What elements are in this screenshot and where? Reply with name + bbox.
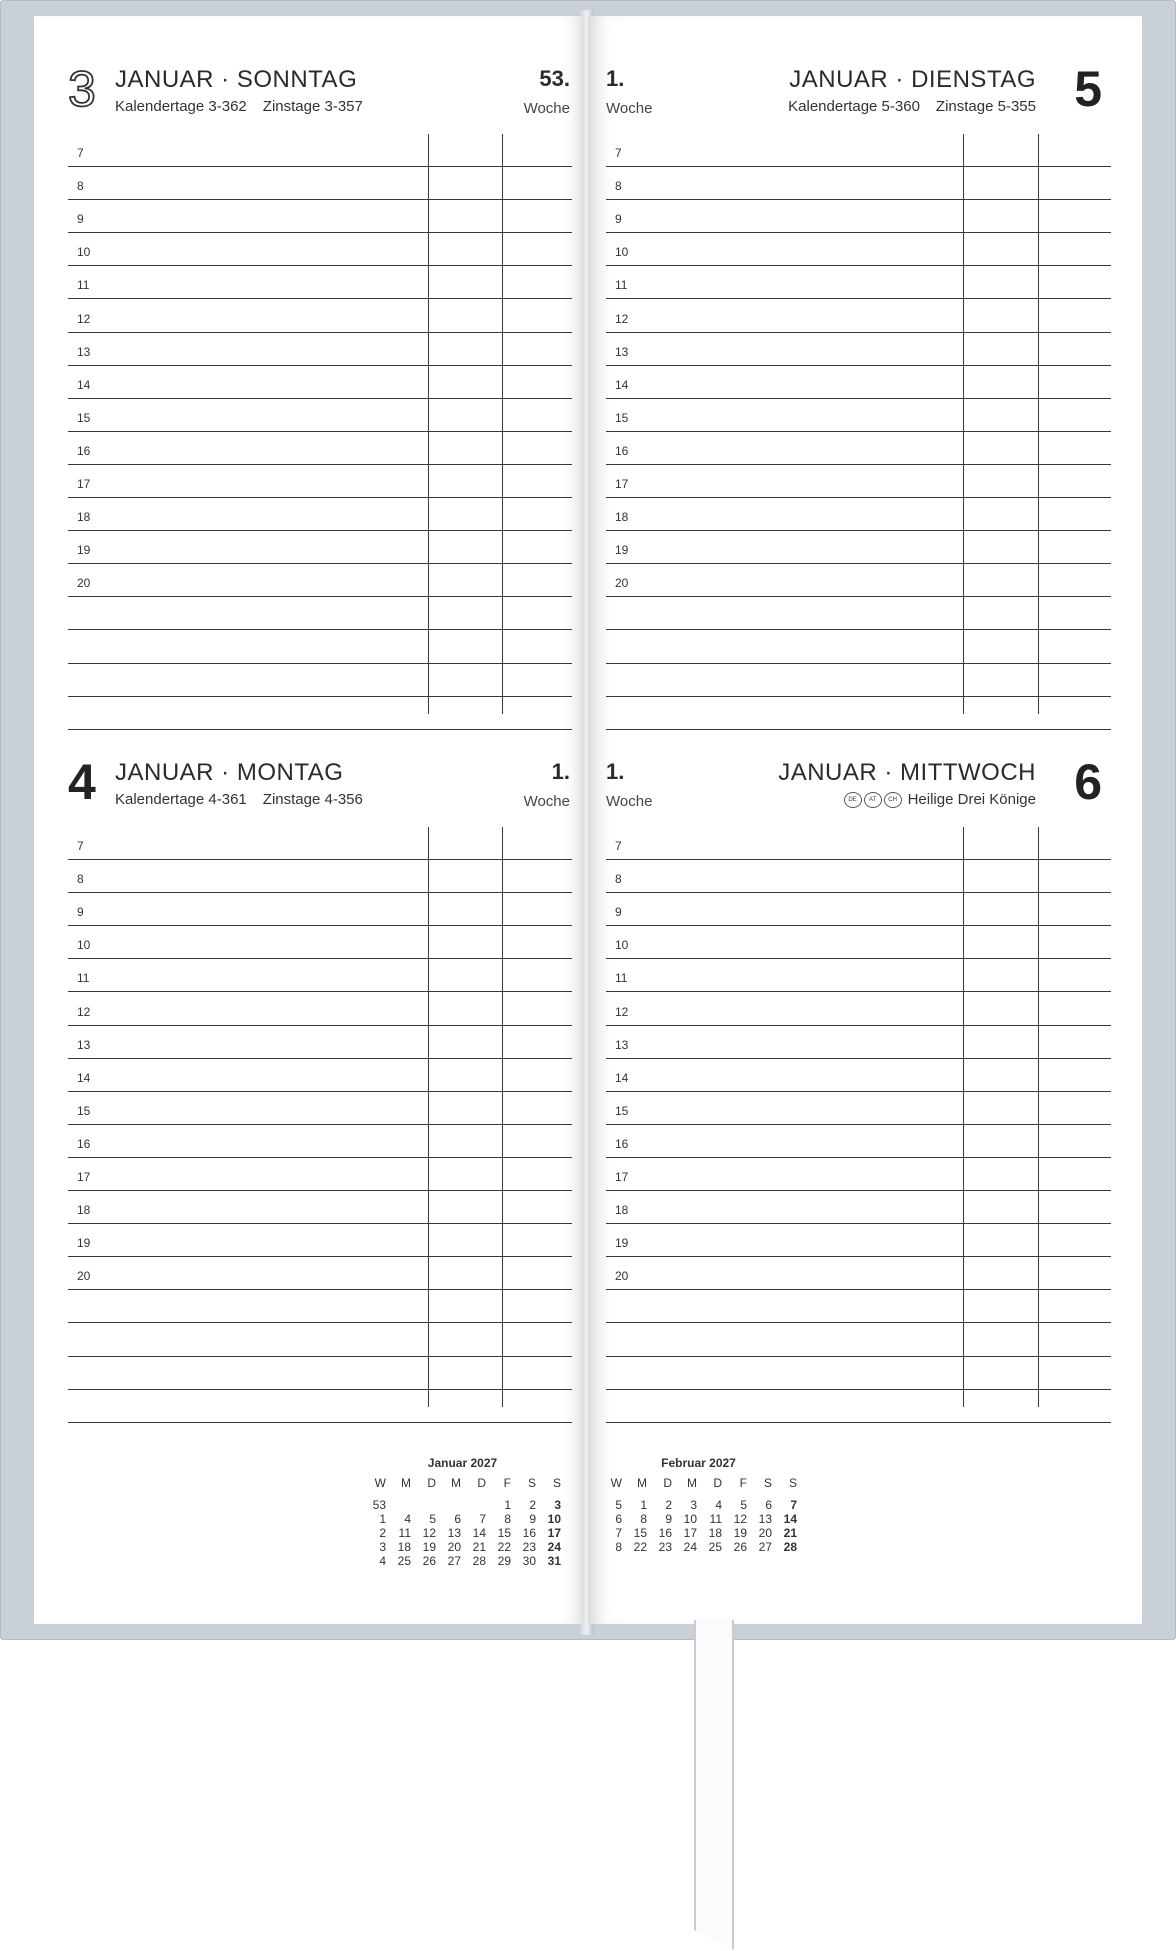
hour-row[interactable] [68, 1224, 572, 1257]
hour-label: 14 [77, 1070, 91, 1085]
hour-label: 19 [615, 543, 629, 558]
mini-calendar-table [364, 1476, 561, 1568]
hour-row[interactable] [606, 827, 1111, 860]
hour-label: 9 [77, 212, 84, 227]
zinstage-label: Zinstage 3-357 [262, 98, 363, 115]
hour-row[interactable] [68, 1026, 572, 1059]
hour-label: 11 [615, 971, 628, 986]
week-number-cell: 1 [379, 1512, 386, 1526]
date-cell: 20 [758, 1526, 772, 1540]
country-badge-at-icon: AT [864, 792, 882, 808]
day-counters [115, 98, 363, 115]
holiday-name: Heilige Drei Könige [907, 791, 1036, 808]
hour-label: 20 [77, 576, 91, 591]
holiday-line [844, 791, 1036, 808]
week-number-cell: 3 [379, 1540, 386, 1554]
hour-row[interactable] [606, 926, 1111, 959]
date-cell: 23 [658, 1540, 672, 1554]
hour-row[interactable] [68, 1390, 572, 1423]
date-cell: 19 [733, 1526, 747, 1540]
hour-row[interactable] [606, 432, 1111, 465]
date-cell: 13 [758, 1512, 772, 1526]
weekday-header: D [427, 1476, 436, 1490]
hour-row[interactable] [68, 498, 572, 531]
hour-row[interactable] [68, 597, 572, 630]
date-cell: 18 [708, 1526, 722, 1540]
date-cell: 21 [783, 1526, 797, 1540]
hour-row[interactable] [68, 926, 572, 959]
hour-row[interactable] [606, 233, 1111, 266]
date-cell: 3 [690, 1498, 697, 1512]
hour-row[interactable] [606, 1290, 1111, 1323]
kalendertage-label: Kalendertage 5-360 [788, 98, 920, 115]
mini-calendar-january [364, 1456, 561, 1568]
date-cell: 18 [397, 1540, 411, 1554]
week-number: 1. [606, 759, 625, 784]
hour-label: 9 [615, 905, 622, 920]
day-number: 6 [1074, 754, 1102, 810]
day-section-jan-4 [34, 709, 582, 1409]
date-cell: 12 [733, 1512, 747, 1526]
hour-label: 17 [615, 477, 629, 492]
hour-row[interactable] [68, 200, 572, 233]
hour-label: 10 [77, 245, 91, 260]
date-cell: 24 [547, 1540, 561, 1554]
week-label: Woche [606, 793, 653, 810]
hour-label: 11 [77, 971, 90, 986]
hour-row[interactable] [606, 959, 1111, 992]
hour-row[interactable] [606, 1092, 1111, 1125]
hour-row[interactable] [68, 134, 572, 167]
weekday-header: S [763, 1476, 772, 1490]
date-cell: 4 [404, 1512, 411, 1526]
hour-row[interactable] [68, 299, 572, 332]
day-number: 5 [1074, 61, 1102, 117]
hour-label: 7 [77, 146, 84, 161]
zinstage-label: Zinstage 4-356 [262, 791, 363, 808]
date-cell: 28 [472, 1554, 486, 1568]
week-number-cell: 8 [615, 1540, 622, 1554]
date-cell: 15 [497, 1526, 511, 1540]
hour-grid[interactable] [68, 827, 572, 1425]
date-cell: 11 [398, 1526, 411, 1540]
day-title: JANUAR · MITTWOCH [778, 759, 1036, 786]
hour-label: 12 [77, 311, 91, 326]
date-cell: 25 [708, 1540, 722, 1554]
kalendertage-label: Kalendertage 3-362 [115, 98, 247, 115]
hour-row[interactable] [606, 465, 1111, 498]
hour-label: 20 [615, 1269, 629, 1284]
day-counters [788, 98, 1036, 115]
hour-row[interactable] [68, 1357, 572, 1390]
hour-row[interactable] [606, 992, 1111, 1025]
date-cell: 22 [633, 1540, 647, 1554]
day-title: JANUAR · MONTAG [115, 759, 344, 786]
weekday-header: D [713, 1476, 722, 1490]
date-cell [411, 1498, 436, 1512]
date-cell: 17 [547, 1526, 561, 1540]
hour-label: 12 [615, 311, 629, 326]
date-cell: 26 [733, 1540, 747, 1554]
hour-row[interactable] [606, 1357, 1111, 1390]
date-cell: 8 [504, 1512, 511, 1526]
hour-label: 19 [77, 543, 91, 558]
hour-label: 15 [615, 410, 629, 425]
weekday-header: S [527, 1476, 536, 1490]
hour-label: 14 [77, 377, 91, 392]
hour-label: 18 [77, 510, 91, 525]
hour-label: 16 [615, 1136, 629, 1151]
date-cell: 20 [447, 1540, 461, 1554]
hour-label: 12 [615, 1004, 629, 1019]
hour-label: 17 [77, 1170, 91, 1185]
hour-label: 7 [615, 839, 622, 854]
hour-row[interactable] [68, 1191, 572, 1224]
hour-label: 8 [77, 179, 84, 194]
hour-label: 18 [77, 1203, 91, 1218]
date-cell: 9 [529, 1512, 536, 1526]
hour-row[interactable] [606, 266, 1111, 299]
hour-row[interactable] [68, 531, 572, 564]
week-number-cell: 4 [379, 1554, 386, 1568]
hour-label: 14 [615, 1070, 629, 1085]
date-cell: 21 [472, 1540, 486, 1554]
hour-row[interactable] [606, 498, 1111, 531]
hour-label: 17 [615, 1170, 629, 1185]
day-title: JANUAR · SONNTAG [115, 66, 358, 93]
date-cell: 9 [665, 1512, 672, 1526]
hour-row[interactable] [606, 200, 1111, 233]
hour-row[interactable] [68, 465, 572, 498]
date-cell: 2 [529, 1498, 536, 1512]
weekday-header: F [739, 1476, 747, 1490]
hour-row[interactable] [606, 564, 1111, 597]
date-cell: 14 [783, 1512, 797, 1526]
week-label: Woche [523, 793, 570, 810]
date-cell: 14 [472, 1526, 486, 1540]
weekday-header: F [503, 1476, 511, 1490]
day-number: 3 [68, 61, 96, 117]
hour-label: 19 [77, 1236, 91, 1251]
hour-row[interactable] [68, 432, 572, 465]
weekday-header: M [637, 1476, 647, 1490]
hour-label: 15 [77, 410, 91, 425]
hour-row[interactable] [606, 333, 1111, 366]
hour-row[interactable] [606, 1390, 1111, 1423]
hour-label: 10 [615, 938, 629, 953]
hour-label: 12 [77, 1004, 91, 1019]
week-label: Woche [606, 100, 653, 117]
hour-label: 17 [77, 477, 91, 492]
hour-label: 9 [615, 212, 622, 227]
date-cell: 4 [715, 1498, 722, 1512]
hour-label: 8 [615, 179, 622, 194]
date-cell: 25 [397, 1554, 411, 1568]
hour-grid[interactable] [606, 827, 1111, 1425]
hour-row[interactable] [68, 1125, 572, 1158]
date-cell: 16 [658, 1526, 672, 1540]
hour-row[interactable] [68, 564, 572, 597]
hour-row[interactable] [68, 860, 572, 893]
hour-row[interactable] [68, 233, 572, 266]
hour-row[interactable] [606, 1224, 1111, 1257]
date-cell: 1 [504, 1498, 511, 1512]
date-cell [436, 1498, 461, 1512]
hour-row[interactable] [606, 1191, 1111, 1224]
week-number-cell: 53 [372, 1498, 386, 1512]
week-number: 1. [606, 66, 625, 91]
hour-row[interactable] [68, 664, 572, 697]
date-cell: 15 [633, 1526, 647, 1540]
hour-row[interactable] [68, 333, 572, 366]
hour-row[interactable] [68, 630, 572, 663]
date-cell [461, 1498, 486, 1512]
hour-label: 15 [615, 1103, 629, 1118]
hour-row[interactable] [606, 1158, 1111, 1191]
date-cell: 30 [522, 1554, 536, 1568]
hour-row[interactable] [606, 1026, 1111, 1059]
weekday-header: W [610, 1476, 622, 1490]
hour-label: 11 [615, 278, 628, 293]
date-cell: 17 [683, 1526, 697, 1540]
day-counters [115, 791, 363, 808]
hour-row[interactable] [68, 992, 572, 1025]
hour-label: 19 [615, 1236, 629, 1251]
hour-row[interactable] [68, 827, 572, 860]
hour-row[interactable] [68, 366, 572, 399]
weekday-header: S [552, 1476, 561, 1490]
hour-row[interactable] [68, 1059, 572, 1092]
day-section-jan-6 [588, 709, 1142, 1409]
date-cell: 10 [683, 1512, 697, 1526]
hour-row[interactable] [68, 1290, 572, 1323]
hour-row[interactable] [606, 860, 1111, 893]
weekday-header: D [477, 1476, 486, 1490]
hour-label: 13 [615, 1037, 629, 1052]
hour-label: 15 [77, 1103, 91, 1118]
date-cell: 27 [758, 1540, 772, 1554]
day-section-jan-3 [34, 16, 582, 716]
hour-label: 10 [615, 245, 629, 260]
hour-row[interactable] [606, 399, 1111, 432]
hour-row[interactable] [606, 366, 1111, 399]
hour-row[interactable] [606, 893, 1111, 926]
day-number: 4 [68, 754, 96, 810]
day-title: JANUAR · DIENSTAG [789, 66, 1036, 93]
hour-row[interactable] [606, 630, 1111, 663]
weekday-header: W [374, 1476, 386, 1490]
hour-label: 16 [615, 443, 629, 458]
date-cell: 19 [422, 1540, 436, 1554]
hour-label: 8 [77, 872, 84, 887]
date-cell: 7 [790, 1498, 797, 1512]
week-number: 1. [551, 759, 570, 784]
week-number-cell: 6 [615, 1512, 622, 1526]
weekday-header: D [663, 1476, 672, 1490]
date-cell: 22 [497, 1540, 511, 1554]
hour-label: 13 [615, 344, 629, 359]
mini-calendar-title: Februar 2027 [661, 1456, 736, 1470]
bookmark-ribbon[interactable] [694, 1620, 734, 1950]
week-number-cell: 5 [615, 1498, 622, 1512]
week-number-cell: 7 [615, 1526, 622, 1540]
hour-row[interactable] [68, 399, 572, 432]
date-cell: 5 [429, 1512, 436, 1526]
hour-label: 16 [77, 443, 91, 458]
hour-label: 10 [77, 938, 91, 953]
country-badge-ch-icon: CH [884, 792, 902, 808]
hour-grid[interactable] [68, 134, 572, 732]
day-section-jan-5 [588, 16, 1142, 716]
hour-label: 13 [77, 344, 91, 359]
date-cell: 24 [683, 1540, 697, 1554]
date-cell: 12 [422, 1526, 436, 1540]
date-cell: 11 [709, 1512, 722, 1526]
hour-row[interactable] [68, 1092, 572, 1125]
date-cell: 29 [497, 1554, 511, 1568]
weekday-header: M [451, 1476, 461, 1490]
hour-label: 11 [77, 278, 90, 293]
weekday-header: M [687, 1476, 697, 1490]
date-cell: 23 [522, 1540, 536, 1554]
hour-row[interactable] [68, 266, 572, 299]
hour-label: 18 [615, 510, 629, 525]
hour-label: 9 [77, 905, 84, 920]
kalendertage-label: Kalendertage 4-361 [115, 791, 247, 808]
hour-row[interactable] [606, 167, 1111, 200]
date-cell: 10 [547, 1512, 561, 1526]
date-cell [386, 1498, 411, 1512]
hour-row[interactable] [606, 664, 1111, 697]
date-cell: 8 [640, 1512, 647, 1526]
hour-row[interactable] [68, 959, 572, 992]
date-cell: 27 [447, 1554, 461, 1568]
country-badge-de-icon: DE [844, 792, 862, 808]
date-cell: 3 [554, 1498, 561, 1512]
date-cell: 16 [522, 1526, 536, 1540]
hour-row[interactable] [606, 531, 1111, 564]
zinstage-label: Zinstage 5-355 [935, 98, 1036, 115]
week-number-cell: 2 [379, 1526, 386, 1540]
date-cell: 1 [640, 1498, 647, 1512]
hour-label: 20 [77, 1269, 91, 1284]
date-cell: 26 [422, 1554, 436, 1568]
hour-label: 7 [615, 146, 622, 161]
hour-row[interactable] [68, 1158, 572, 1191]
date-cell: 6 [454, 1512, 461, 1526]
hour-row[interactable] [606, 1323, 1111, 1356]
hour-grid[interactable] [606, 134, 1111, 732]
date-cell: 13 [447, 1526, 461, 1540]
hour-row[interactable] [68, 1323, 572, 1356]
hour-label: 13 [77, 1037, 91, 1052]
hour-row[interactable] [606, 1059, 1111, 1092]
weekday-header: S [788, 1476, 797, 1490]
right-page [588, 16, 1142, 1624]
mini-calendar-february [600, 1456, 797, 1554]
hour-row[interactable] [68, 167, 572, 200]
hour-label: 8 [615, 872, 622, 887]
date-cell: 2 [665, 1498, 672, 1512]
date-cell: 6 [765, 1498, 772, 1512]
hour-row[interactable] [606, 597, 1111, 630]
date-cell: 5 [740, 1498, 747, 1512]
week-number: 53. [539, 66, 570, 91]
date-cell: 7 [479, 1512, 486, 1526]
hour-row[interactable] [68, 1257, 572, 1290]
hour-row[interactable] [606, 1257, 1111, 1290]
mini-calendar-title: Januar 2027 [427, 1456, 498, 1470]
hour-label: 7 [77, 839, 84, 854]
hour-label: 18 [615, 1203, 629, 1218]
left-page [34, 16, 582, 1624]
week-label: Woche [523, 100, 570, 117]
hour-label: 14 [615, 377, 629, 392]
mini-calendar-table [600, 1476, 797, 1554]
hour-label: 20 [615, 576, 629, 591]
hour-row[interactable] [606, 1125, 1111, 1158]
hour-row[interactable] [606, 299, 1111, 332]
hour-row[interactable] [68, 893, 572, 926]
hour-row[interactable] [606, 134, 1111, 167]
date-cell: 31 [547, 1554, 561, 1568]
weekday-header: M [401, 1476, 411, 1490]
hour-label: 16 [77, 1136, 91, 1151]
date-cell: 28 [783, 1540, 797, 1554]
